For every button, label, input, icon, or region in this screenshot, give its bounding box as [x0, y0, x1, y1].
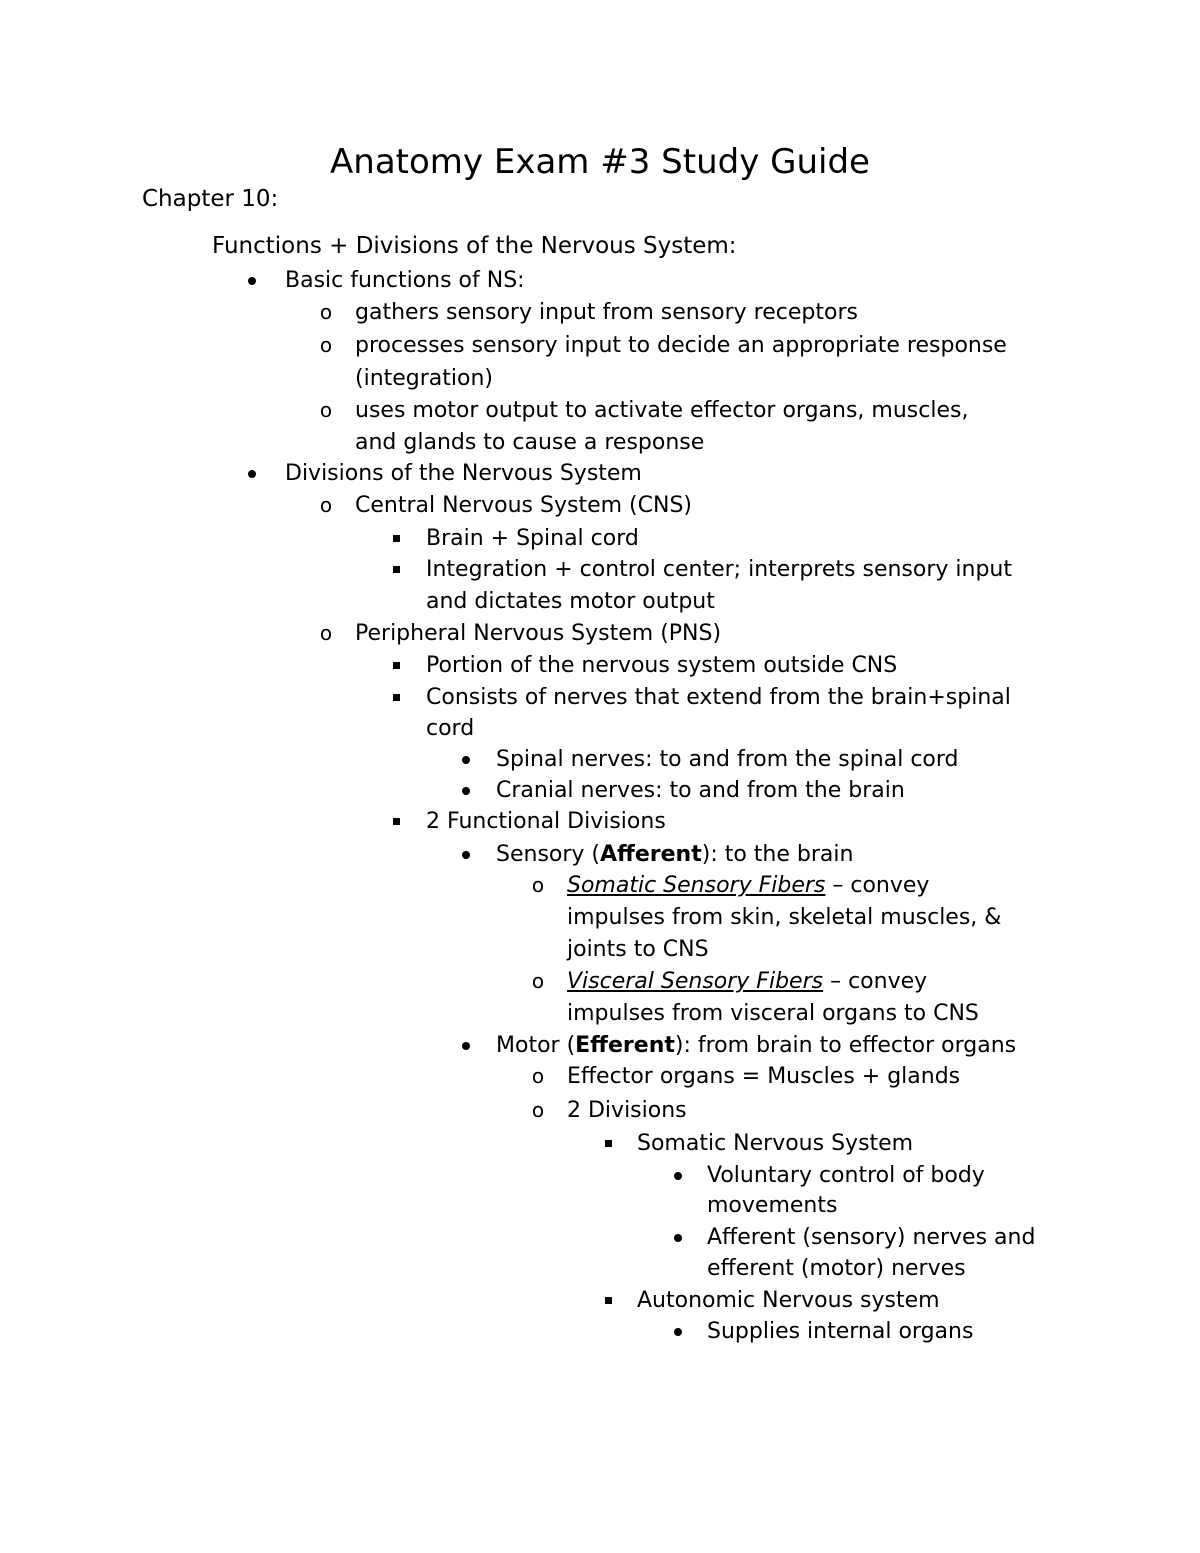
bold-term: Efferent [575, 1033, 675, 1058]
emphasized-term: Somatic Sensory Fibers [567, 873, 826, 898]
list-item [496, 839, 853, 870]
list-item-continued: and dictates motor output [426, 589, 715, 614]
text-run: ): from brain to effector organs [674, 1033, 1017, 1058]
list-item: 2 Functional Divisions [426, 809, 666, 834]
bullet-square-icon [386, 554, 406, 573]
list-item-continued: and glands to cause a response [355, 430, 705, 455]
bullet-dot-icon [668, 1316, 688, 1336]
list-item-continued: impulses from skin, skeletal muscles, & [567, 905, 1002, 930]
list-item [567, 870, 929, 901]
bullet-circle-icon: o [531, 1064, 545, 1088]
list-item-continued: movements [707, 1193, 838, 1218]
list-item: 2 Divisions [567, 1098, 687, 1123]
bullet-dot-icon [242, 458, 262, 478]
bullet-dot-icon [242, 265, 262, 285]
bullet-circle-icon: o [319, 398, 333, 422]
emphasized-term: Visceral Sensory Fibers [567, 969, 824, 994]
list-item: Somatic Nervous System [637, 1131, 914, 1156]
bullet-square-icon [386, 650, 406, 669]
text-run: ): to the brain [701, 842, 854, 867]
bullet-dot-icon [456, 1030, 476, 1050]
list-item: Autonomic Nervous system [637, 1288, 940, 1313]
list-item: Spinal nerves: to and from the spinal cord [496, 747, 959, 772]
bullet-circle-icon: o [319, 300, 333, 324]
list-item-continued: cord [426, 716, 475, 741]
list-item: Consists of nerves that extend from the brain+spinal [426, 685, 1011, 710]
bullet-dot-icon [668, 1160, 688, 1180]
text-run: Sensory ( [496, 842, 601, 867]
section-heading: Functions + Divisions of the Nervous System: [212, 233, 737, 259]
bullet-circle-icon: o [531, 873, 545, 897]
list-item-continued: efferent (motor) nerves [707, 1256, 966, 1281]
bold-term: Afferent [600, 842, 702, 867]
list-item: uses motor output to activate effector organs, muscles, [355, 398, 969, 423]
list-item: Basic functions of NS: [285, 268, 525, 293]
bullet-square-icon [386, 806, 406, 825]
bullet-dot-icon [456, 744, 476, 764]
bullet-dot-icon [668, 1222, 688, 1242]
list-item: Peripheral Nervous System (PNS) [355, 621, 722, 646]
bullet-square-icon [598, 1128, 618, 1147]
bullet-circle-icon: o [531, 1098, 545, 1122]
list-item: Voluntary control of body [707, 1163, 985, 1188]
list-item-continued: joints to CNS [567, 937, 709, 962]
bullet-dot-icon [456, 775, 476, 795]
text-run: Motor ( [496, 1033, 576, 1058]
bullet-circle-icon: o [319, 621, 333, 645]
list-item: Cranial nerves: to and from the brain [496, 778, 905, 803]
chapter-heading: Chapter 10: [142, 186, 279, 212]
list-item: Portion of the nervous system outside CNS [426, 653, 898, 678]
bullet-circle-icon: o [319, 333, 333, 357]
bullet-dot-icon [456, 839, 476, 859]
list-item: Divisions of the Nervous System [285, 461, 642, 486]
bullet-square-icon [386, 682, 406, 701]
page-title: Anatomy Exam #3 Study Guide [330, 142, 870, 182]
bullet-circle-icon: o [319, 493, 333, 517]
text-run: – convey [823, 969, 928, 994]
list-item-continued: impulses from visceral organs to CNS [567, 1001, 979, 1026]
list-item: gathers sensory input from sensory receptors [355, 300, 858, 325]
list-item: Central Nervous System (CNS) [355, 493, 692, 518]
text-run: – convey [825, 873, 930, 898]
list-item [567, 966, 927, 997]
list-item-continued: (integration) [355, 366, 494, 391]
list-item: processes sensory input to decide an appropriate response [355, 333, 1007, 358]
bullet-circle-icon: o [531, 969, 545, 993]
list-item [496, 1030, 1016, 1061]
list-item: Supplies internal organs [707, 1319, 974, 1344]
list-item: Brain + Spinal cord [426, 526, 639, 551]
list-item: Integration + control center; interprets sensory input [426, 557, 1012, 582]
list-item: Afferent (sensory) nerves and [707, 1225, 1036, 1250]
bullet-square-icon [386, 523, 406, 542]
list-item: Effector organs = Muscles + glands [567, 1064, 961, 1089]
bullet-square-icon [598, 1285, 618, 1304]
